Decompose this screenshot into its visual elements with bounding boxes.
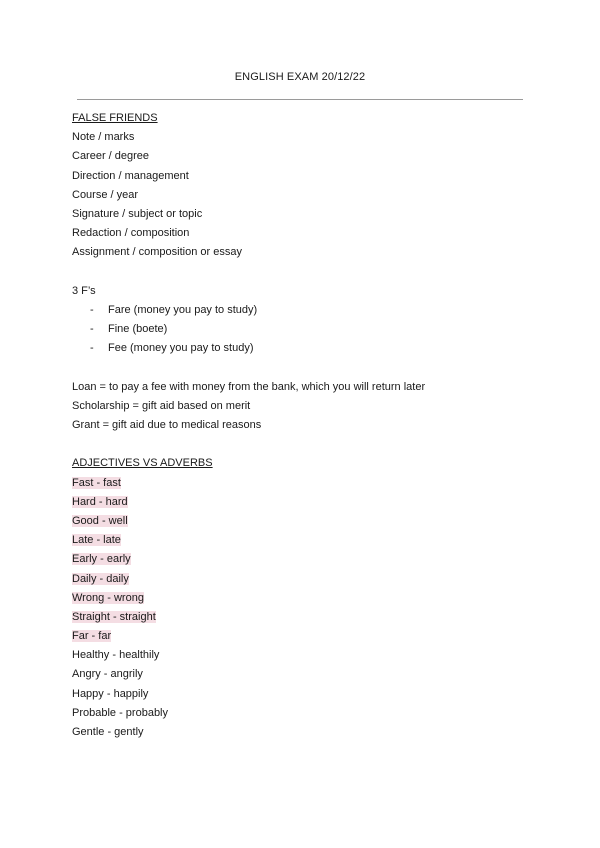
false-friend-item: Course / year	[72, 188, 139, 201]
document-body	[72, 109, 532, 742]
document-title: ENGLISH EXAM 20/12/22	[234, 71, 366, 83]
adjective-adverb-pair: Angry - angrily	[72, 668, 143, 681]
highlighted-pair: Straight - straight	[72, 610, 156, 623]
false-friend-item: Assignment / composition or essay	[72, 246, 242, 259]
bullet-text: Fee (money you pay to study)	[108, 342, 254, 355]
highlighted-pair: Daily - daily	[72, 572, 129, 585]
false-friend-item: Note / marks	[72, 131, 135, 144]
bullet-item	[72, 301, 532, 320]
adjective-adverb-pair: Healthy - healthily	[72, 649, 160, 662]
bullet-dash: -	[90, 303, 94, 316]
false-friend-item: Career / degree	[72, 150, 150, 163]
false-friend-item: Direction / management	[72, 169, 189, 182]
spacer	[72, 435, 532, 454]
bullet-item	[72, 320, 532, 339]
definition-loan: Loan = to pay a fee with money from the bank, which you will return later	[72, 380, 426, 393]
three-fs-heading: 3 F’s	[72, 284, 96, 297]
spacer	[72, 263, 532, 282]
highlighted-pair: Late - late	[72, 534, 121, 547]
adjective-adverb-pair: Happy - happily	[72, 687, 149, 700]
false-friends-heading: FALSE FRIENDS	[72, 112, 158, 124]
bullet-dash: -	[90, 323, 94, 336]
header-divider	[77, 99, 523, 100]
highlighted-pair: Fast - fast	[72, 476, 121, 489]
false-friend-item: Redaction / composition	[72, 227, 190, 240]
adjectives-adverbs-heading: ADJECTIVES VS ADVERBS	[72, 457, 213, 470]
highlighted-pair: Early - early	[72, 553, 131, 566]
definition-grant: Grant = gift aid due to medical reasons	[72, 419, 262, 431]
highlighted-pair: Far - far	[72, 630, 112, 643]
bullet-dash: -	[90, 342, 94, 355]
adjective-adverb-pair: Probable - probably	[72, 706, 169, 719]
highlighted-pair: Wrong - wrong	[72, 591, 144, 604]
false-friend-item: Signature / subject or topic	[72, 207, 203, 220]
bullet-item	[72, 339, 532, 358]
bullet-text: Fine (boete)	[108, 323, 168, 336]
adjective-adverb-pair: Gentle - gently	[72, 726, 144, 738]
bullet-text: Fare (money you pay to study)	[108, 303, 258, 316]
highlighted-pair: Good - well	[72, 514, 128, 527]
spacer	[72, 358, 532, 377]
definition-scholarship: Scholarship = gift aid based on merit	[72, 399, 251, 412]
highlighted-pair: Hard - hard	[72, 495, 128, 508]
